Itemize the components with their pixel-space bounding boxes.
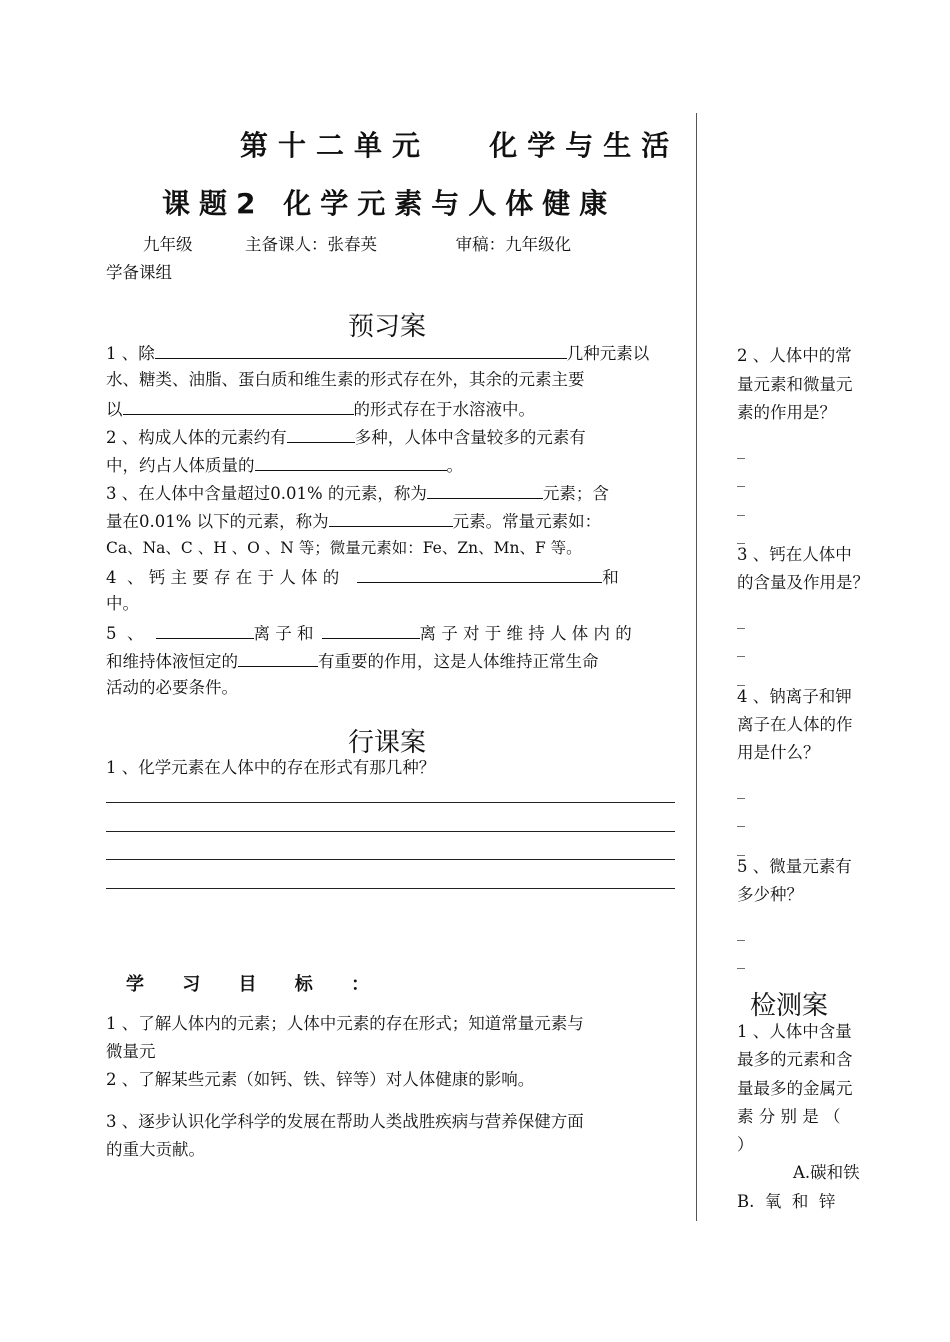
option-b[interactable]: B. 氧 和 锌 [737, 1192, 836, 1211]
side-q4-line3: 用是什么？ [737, 743, 820, 762]
fill-blank[interactable] [123, 398, 354, 415]
fill-blank[interactable] [357, 566, 602, 583]
preview-line-6: 3 、在人体中含量超过0.01% 的元素，称为 元素；含 [106, 484, 609, 503]
side-q3-line2: 的含量及作用是？ [737, 573, 869, 592]
preview-line-1: 1 、除 几种元素以 [106, 344, 650, 363]
answer-line[interactable] [106, 888, 675, 889]
test-q1-line1: 1 、人体中含量 [737, 1022, 852, 1041]
side-q4-line2: 离子在人体的作 [737, 715, 853, 734]
answer-dash[interactable]: _ [737, 922, 745, 941]
preview-line-3: 以 的形式存在于水溶液中。 [106, 400, 535, 419]
fill-blank[interactable] [156, 622, 254, 639]
preview-line-12: 和维持体液恒定的 有重要的作用，这是人体维持正常生命 [106, 652, 599, 671]
fill-blank[interactable] [427, 482, 543, 499]
answer-dash[interactable]: _ [737, 950, 745, 969]
side-q2-line2: 量元素和微量元 [737, 375, 853, 394]
fill-blank[interactable] [238, 650, 318, 667]
side-q3-line1: 3 、钙在人体中 [737, 545, 852, 564]
fill-blank[interactable] [287, 426, 355, 443]
answer-dash[interactable]: _ [737, 497, 745, 516]
meta-line-cont: 学备课组 [106, 263, 172, 282]
answer-dash[interactable]: _ [737, 525, 745, 544]
test-q1-line5: ） [737, 1135, 754, 1154]
side-q4-line1: 4 、钠离子和钾 [737, 687, 852, 706]
test-heading: 检测案 [750, 991, 829, 1021]
side-q5-line1: 5 、微量元素有 [737, 857, 852, 876]
goal-3-cont: 的重大贡献。 [106, 1140, 205, 1159]
preview-line-9: 4 、 钙 主 要 存 在 于 人 体 的 和 [106, 568, 619, 587]
goal-2: 2 、了解某些元素（如钙、铁、锌等）对人体健康的影响。 [106, 1070, 535, 1089]
test-q1-line2: 最多的元素和含 [737, 1050, 853, 1069]
side-q2-line3: 素的作用是？ [737, 403, 836, 422]
goal-1: 1 、了解人体内的元素；人体中元素的存在形式；知道常量元素与 [106, 1014, 584, 1033]
test-q1-line3: 量最多的金属元 [737, 1079, 853, 1098]
side-q2-line1: 2 、人体中的常 [737, 346, 852, 365]
topic-title: 课题2 化学元素与人体健康 [162, 187, 617, 220]
goals-heading: 学 习 目 标 ： [126, 974, 386, 995]
answer-dash[interactable]: _ [737, 610, 745, 629]
unit-title: 第十二单元 化学与生活 [240, 129, 680, 162]
fill-blank[interactable] [255, 454, 447, 471]
answer-dash[interactable]: _ [737, 440, 745, 459]
column-divider [696, 113, 697, 1221]
answer-line[interactable] [106, 831, 675, 832]
preview-line-10: 中。 [106, 594, 139, 613]
fill-blank[interactable] [322, 622, 420, 639]
side-q5-line2: 多少种？ [737, 885, 803, 904]
preview-heading: 预习案 [348, 312, 427, 342]
preview-line-11: 5 、 离 子 和 离 子 对 于 维 持 人 体 内 的 [106, 624, 632, 643]
answer-dash[interactable]: _ [737, 667, 745, 686]
test-q1-line4: 素 分 别 是 （ [737, 1107, 841, 1126]
preview-line-5: 中，约占人体质量的 。 [106, 456, 463, 475]
fill-blank[interactable] [329, 510, 453, 527]
goal-3: 3 、逐步认识化学科学的发展在帮助人类战胜疾病与营养保健方面 [106, 1112, 584, 1131]
preview-line-4: 2 、构成人体的元素约有 多种，人体中含量较多的元素有 [106, 428, 586, 447]
class-question-1: 1 、化学元素在人体中的存在形式有那几种？ [106, 758, 436, 777]
answer-dash[interactable]: _ [737, 638, 745, 657]
class-heading: 行课案 [348, 728, 427, 758]
answer-dash[interactable]: _ [737, 468, 745, 487]
preview-line-7: 量在0.01% 以下的元素，称为 元素。常量元素如： [106, 512, 602, 531]
answer-dash[interactable]: _ [737, 780, 745, 799]
meta-line: 九年级 主备课人：张春英 审稿：九年级化 [143, 235, 572, 254]
fill-blank[interactable] [155, 342, 567, 359]
preview-line-2: 水、糖类、油脂、蛋白质和维生素的形式存在外，其余的元素主要 [106, 370, 585, 389]
answer-dash[interactable]: _ [737, 808, 745, 827]
answer-line[interactable] [106, 802, 675, 803]
goal-1-cont: 微量元 [106, 1042, 156, 1061]
preview-line-8: Ca、Na、C 、H 、O 、N 等；微量元素如：Fe、Zn、Mn、F 等。 [106, 539, 582, 557]
answer-dash[interactable]: _ [737, 837, 745, 856]
answer-line[interactable] [106, 859, 675, 860]
option-a[interactable]: A.碳和铁 [793, 1163, 860, 1182]
preview-line-13: 活动的必要条件。 [106, 678, 238, 697]
